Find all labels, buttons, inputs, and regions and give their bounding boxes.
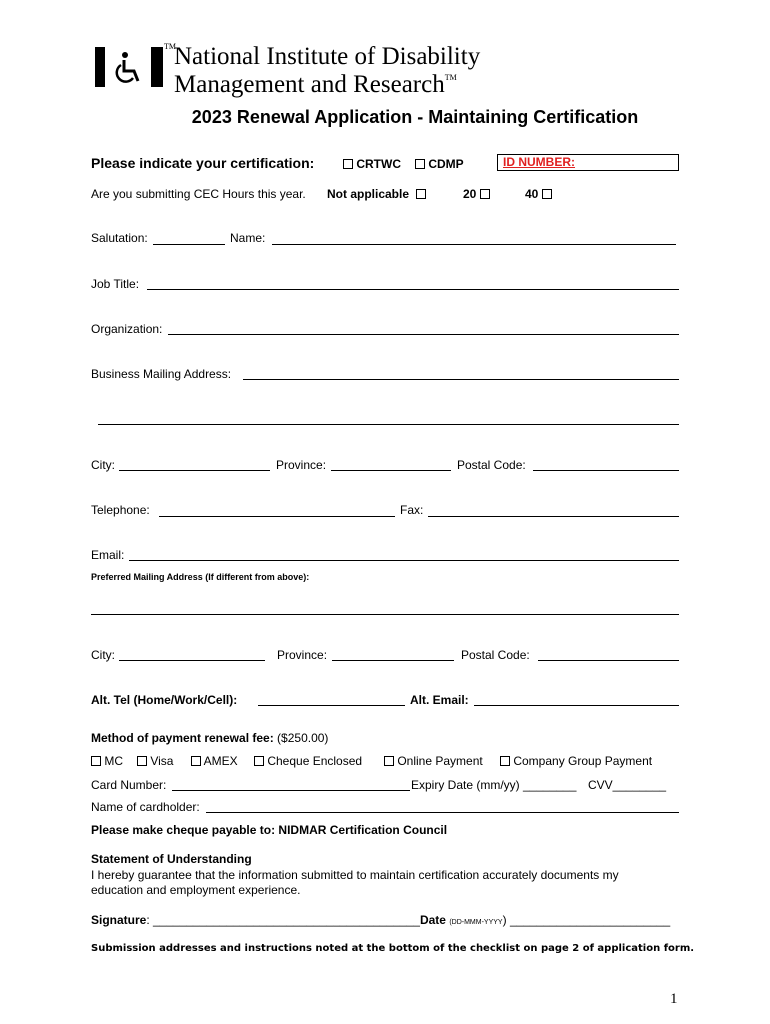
signature-field[interactable]: : ________________________________________ bbox=[146, 913, 420, 927]
telephone-field[interactable] bbox=[159, 516, 395, 517]
option-cdmp[interactable]: CDMP bbox=[415, 157, 464, 171]
postal-code-2-label: Postal Code: bbox=[461, 648, 530, 662]
checkbox-online[interactable] bbox=[384, 756, 394, 766]
alt-email-label: Alt. Email: bbox=[410, 693, 469, 707]
checkbox-cheque[interactable] bbox=[254, 756, 264, 766]
fax-label: Fax: bbox=[400, 503, 424, 517]
date-format: (DD-MMM-YYYY bbox=[449, 919, 503, 926]
statement-line-1: I hereby guarantee that the information submitted to maintain certification accurately documents my bbox=[91, 868, 619, 882]
date-label: Date bbox=[419, 913, 446, 927]
signature-label: Signature bbox=[91, 913, 147, 927]
city-field[interactable] bbox=[119, 470, 270, 471]
payment-company-group[interactable]: Company Group Payment bbox=[500, 754, 652, 768]
fax-field[interactable] bbox=[428, 516, 679, 517]
checkbox-20[interactable] bbox=[480, 189, 490, 199]
email-label: Email: bbox=[91, 548, 125, 562]
payment-mc[interactable]: MC bbox=[91, 754, 123, 768]
alt-email-field[interactable] bbox=[474, 705, 679, 706]
city-label: City: bbox=[91, 458, 115, 472]
nidmar-logo bbox=[95, 47, 163, 87]
checkbox-not-applicable[interactable] bbox=[416, 189, 426, 199]
alt-tel-label: Alt. Tel (Home/Work/Cell): bbox=[91, 693, 238, 707]
payment-amex[interactable]: AMEX bbox=[191, 754, 238, 768]
logo-line-1: National Institute of Disability bbox=[174, 43, 481, 70]
email-field[interactable] bbox=[129, 560, 679, 561]
business-address-label: Business Mailing Address: bbox=[91, 367, 232, 381]
postal-code-2-field[interactable] bbox=[538, 660, 679, 661]
salutation-label: Salutation: bbox=[91, 231, 148, 245]
business-address-field[interactable] bbox=[243, 379, 679, 380]
checkbox-amex[interactable] bbox=[191, 756, 201, 766]
cec-20[interactable]: 20 bbox=[463, 187, 490, 201]
name-label: Name: bbox=[230, 231, 266, 245]
payment-online[interactable]: Online Payment bbox=[384, 754, 483, 768]
checkbox-visa[interactable] bbox=[137, 756, 147, 766]
postal-code-field[interactable] bbox=[533, 470, 679, 471]
logo-tm-1: TM bbox=[164, 42, 176, 51]
checkbox-crtwc[interactable] bbox=[343, 159, 353, 169]
organization-field[interactable] bbox=[168, 334, 679, 335]
postal-code-label: Postal Code: bbox=[457, 458, 526, 472]
cvv-label[interactable]: CVV________ bbox=[588, 778, 667, 792]
page-number: 1 bbox=[670, 991, 678, 1007]
cheque-note: Please make cheque payable to: NIDMAR Certification Council bbox=[91, 823, 448, 837]
province-2-field[interactable] bbox=[332, 660, 454, 661]
card-number-label: Card Number: bbox=[91, 778, 167, 792]
wheelchair-icon bbox=[112, 51, 146, 85]
id-number-field[interactable]: ID NUMBER: bbox=[497, 154, 679, 171]
name-field[interactable] bbox=[272, 244, 676, 245]
card-number-field[interactable] bbox=[172, 790, 410, 791]
cec-question: Are you submitting CEC Hours this year. bbox=[91, 187, 306, 201]
statement-heading: Statement of Understanding bbox=[91, 852, 252, 866]
checkbox-40[interactable] bbox=[542, 189, 552, 199]
checkbox-mc[interactable] bbox=[91, 756, 101, 766]
cardholder-field[interactable] bbox=[206, 812, 679, 813]
cec-not-applicable[interactable]: Not applicable bbox=[327, 187, 426, 201]
submission-note: Submission addresses and instructions noted at the bottom of the checklist on page 2 of application form. bbox=[91, 943, 695, 954]
preferred-address-field[interactable] bbox=[91, 614, 679, 615]
option-crtwc[interactable]: CRTWC bbox=[343, 157, 401, 171]
job-title-field[interactable] bbox=[147, 289, 679, 290]
expiry-label[interactable]: Expiry Date (mm/yy) ________ bbox=[411, 778, 577, 792]
city-2-label: City: bbox=[91, 648, 115, 662]
signature-row[interactable] bbox=[91, 913, 670, 927]
cardholder-label: Name of cardholder: bbox=[91, 800, 200, 814]
checkbox-company-group[interactable] bbox=[500, 756, 510, 766]
job-title-label: Job Title: bbox=[91, 277, 140, 291]
province-label: Province: bbox=[276, 458, 327, 472]
organization-label: Organization: bbox=[91, 322, 163, 336]
province-2-label: Province: bbox=[277, 648, 328, 662]
logo-line-2: Management and Research™ bbox=[174, 71, 457, 98]
cec-40[interactable]: 40 bbox=[525, 187, 552, 201]
page-title: 2023 Renewal Application - Maintaining Certification bbox=[191, 107, 639, 127]
salutation-field[interactable] bbox=[153, 244, 225, 245]
alt-tel-field[interactable] bbox=[258, 705, 405, 706]
telephone-label: Telephone: bbox=[91, 503, 150, 517]
preferred-address-label: Preferred Mailing Address (If different from above): bbox=[91, 572, 310, 582]
payment-label: Method of payment renewal fee: ($250.00) bbox=[91, 731, 329, 745]
province-field[interactable] bbox=[331, 470, 451, 471]
certification-label: Please indicate your certification: bbox=[91, 155, 315, 171]
city-2-field[interactable] bbox=[119, 660, 265, 661]
date-field[interactable]: ) ________________________ bbox=[502, 913, 671, 927]
checkbox-cdmp[interactable] bbox=[415, 159, 425, 169]
business-address-field-2[interactable] bbox=[98, 424, 679, 425]
payment-visa[interactable]: Visa bbox=[137, 754, 173, 768]
payment-cheque[interactable]: Cheque Enclosed bbox=[254, 754, 362, 768]
statement-line-2: education and employment experience. bbox=[91, 883, 301, 897]
